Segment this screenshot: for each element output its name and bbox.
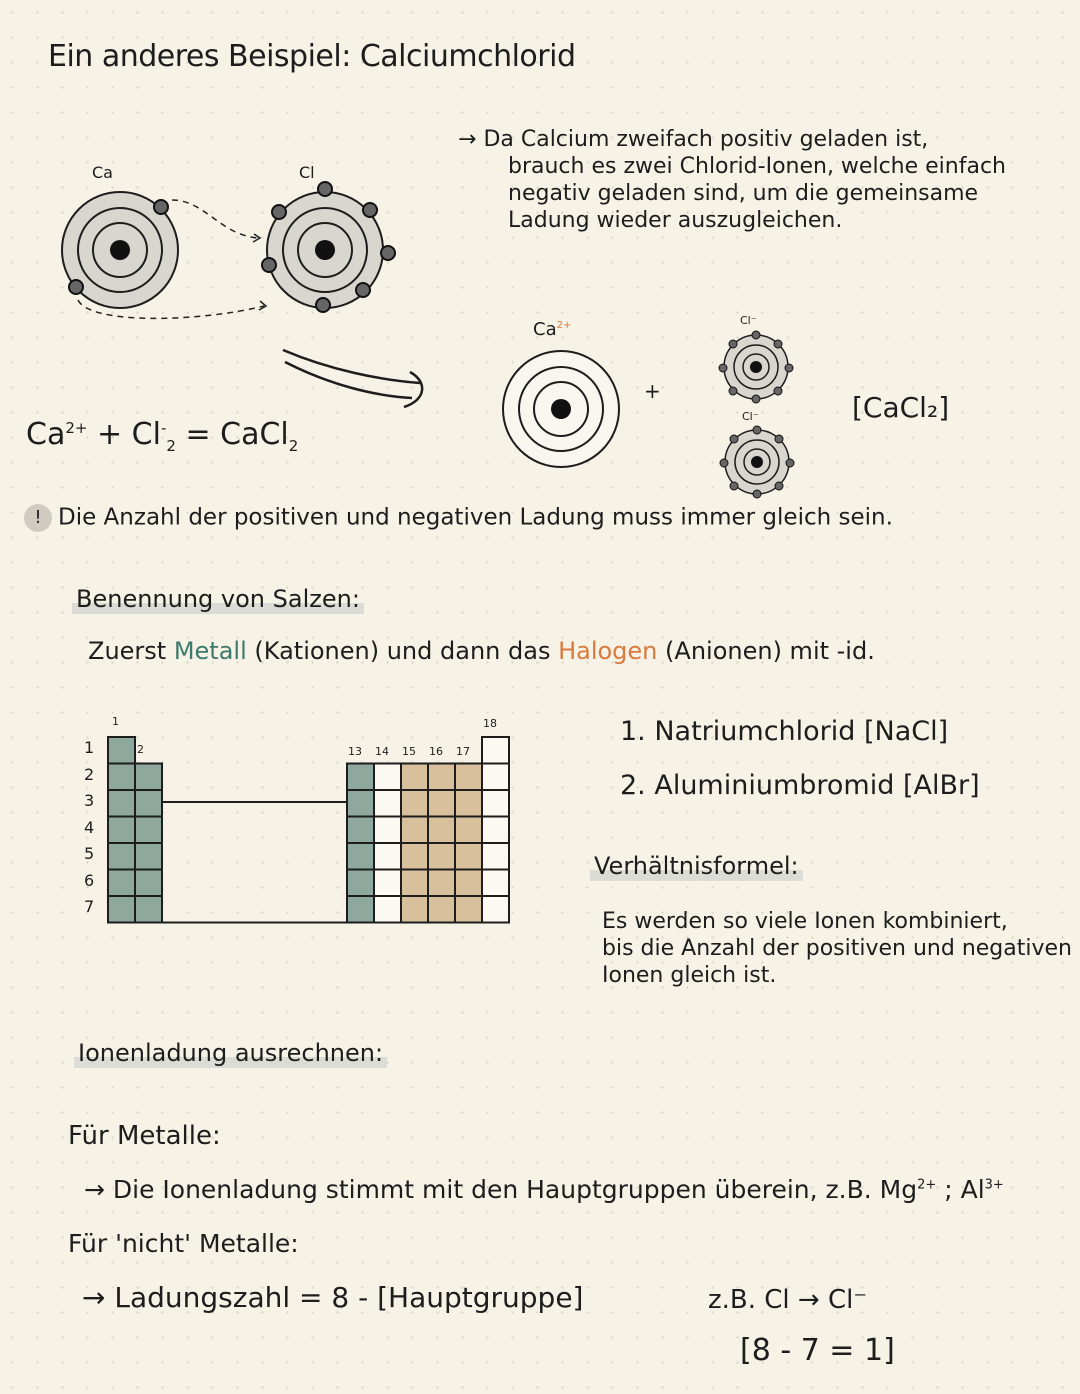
cell-group1 [108,737,135,764]
ladungszahl-formula: → Ladungszahl = 8 - [Hauptgruppe] [82,1281,584,1314]
exclamation-icon: ! [24,504,52,532]
cell-group18 [482,737,509,764]
cell-main-group [347,790,374,817]
note-line-2: brauch es zwei Chlorid-Ionen, welche einfach [508,154,1006,179]
reaction-equation: $Ca^{2+} + Cl^-_2$ = CaCl$_2$ [26,417,299,455]
cell-main-group [374,843,401,870]
cell-main-group [428,896,455,923]
ca-ion [503,351,619,467]
group-label: 17 [456,745,470,758]
cell-main-group [401,896,428,923]
period-label: 1 [84,738,95,757]
cell-group18 [482,870,509,897]
period-label: 6 [84,870,95,890]
ca-atom-label: Ca [92,163,113,182]
ionenladung-heading: Ionenladung ausrechnen: [74,1040,387,1068]
cell-group1 [108,764,135,791]
group-label: 2 [137,743,144,756]
naming-rule: Zuerst Metall (Kationen) und dann das Halogen (Anionen) mit -id. [88,637,875,665]
fur-nichtmetalle-label: Für 'nicht' Metalle: [68,1229,299,1258]
group-label: 15 [402,745,416,758]
cell-group1 [108,817,135,844]
cell-main-group [374,817,401,844]
note-line-3: negativ geladen sind, um die gemeinsame [508,181,979,206]
group-label: 16 [429,745,443,758]
fur-metalle-label: Für Metalle: [68,1121,221,1151]
cell-group18 [482,817,509,844]
period-label: 4 [84,817,95,837]
periodic-table [108,737,509,923]
cell-main-group [455,896,482,923]
cell-main-group [455,764,482,791]
cell-group18 [482,896,509,923]
naming-heading: Benennung von Salzen: [72,586,364,614]
cell-main-group [374,790,401,817]
transition-block [162,802,347,923]
cell-main-group [428,764,455,791]
cell-group1 [108,896,135,923]
reaction-arrow [283,350,420,383]
cell-main-group [428,817,455,844]
cl-ion-top-label: Cl⁻ [740,314,757,327]
verhaeltnis-heading: Verhältnisformel: [590,853,803,881]
note-line-4: Ladung wieder auszugleichen. [508,208,843,233]
group-label: 14 [375,745,389,758]
example-1: 1. Natriumchlorid [NaCl] [620,716,949,747]
ca-ion-label: $Ca^{2+}$ [533,319,572,340]
example-2: 2. Aluminiumbromid [AlBr] [620,770,980,801]
cell-main-group [428,843,455,870]
cell-main-group [374,896,401,923]
cell-group2 [135,817,162,844]
charge-rule: ! Die Anzahl der positiven und negativen Ladung muss immer gleich sein. [24,504,893,532]
cell-main-group [428,790,455,817]
period-label: 2 [84,764,95,784]
example-cl: z.B. Cl → Cl⁻ [708,1285,868,1315]
cell-main-group [455,870,482,897]
cell-group1 [108,870,135,897]
arrow-icon: → [458,127,477,152]
cell-group2 [135,764,162,791]
cell-main-group [401,790,428,817]
cell-group2 [135,896,162,923]
cell-main-group [401,764,428,791]
cl-ion-top [719,331,793,403]
period-label: 7 [84,897,95,916]
group-label: 13 [348,745,362,758]
cl-ion-bottom-label: Cl⁻ [742,410,759,423]
cell-group1 [108,843,135,870]
metalle-rule: → Die Ionenladung stimmt mit den Hauptgruppen überein, z.B. $Mg^{2+}$ ; $Al^{3+}$ [84,1175,1004,1204]
cell-main-group [401,817,428,844]
cell-group18 [482,764,509,791]
cell-group2 [135,870,162,897]
page-title: Ein anderes Beispiel: Calciumchlorid [48,39,576,74]
cell-main-group [401,870,428,897]
cell-main-group [347,870,374,897]
cell-main-group [347,896,374,923]
formula-bracket: [CaCl₂] [852,391,950,424]
cell-main-group [428,870,455,897]
cell-group18 [482,790,509,817]
note-line-1: Da Calcium zweifach positiv geladen ist, [483,127,929,152]
explanation-note [458,126,1038,234]
cell-main-group [455,843,482,870]
cl-atom [262,182,395,312]
cell-main-group [347,817,374,844]
cl-ion-bottom [720,426,794,498]
period-label: 3 [84,791,95,810]
cell-main-group [347,843,374,870]
plus-sign: + [644,379,661,403]
cell-main-group [455,790,482,817]
cell-main-group [374,870,401,897]
group-label: 1 [112,715,119,728]
cell-group2 [135,843,162,870]
cl-atom-label: Cl [299,163,315,182]
cell-group1 [108,790,135,817]
transfer-arrow-top [172,200,258,238]
cell-main-group [374,764,401,791]
period-label: 5 [84,844,95,863]
group-label: 18 [483,717,497,730]
cell-main-group [455,817,482,844]
cell-main-group [347,764,374,791]
example-calc: [8 - 7 = 1] [740,1333,895,1368]
cell-group2 [135,790,162,817]
verhaeltnis-text: Es werden so viele Ionen kombiniert, bis die Anzahl der positiven und negativen Ionen gleich ist. [602,909,1072,988]
ca-atom [62,192,178,308]
cell-group18 [482,843,509,870]
cell-main-group [401,843,428,870]
